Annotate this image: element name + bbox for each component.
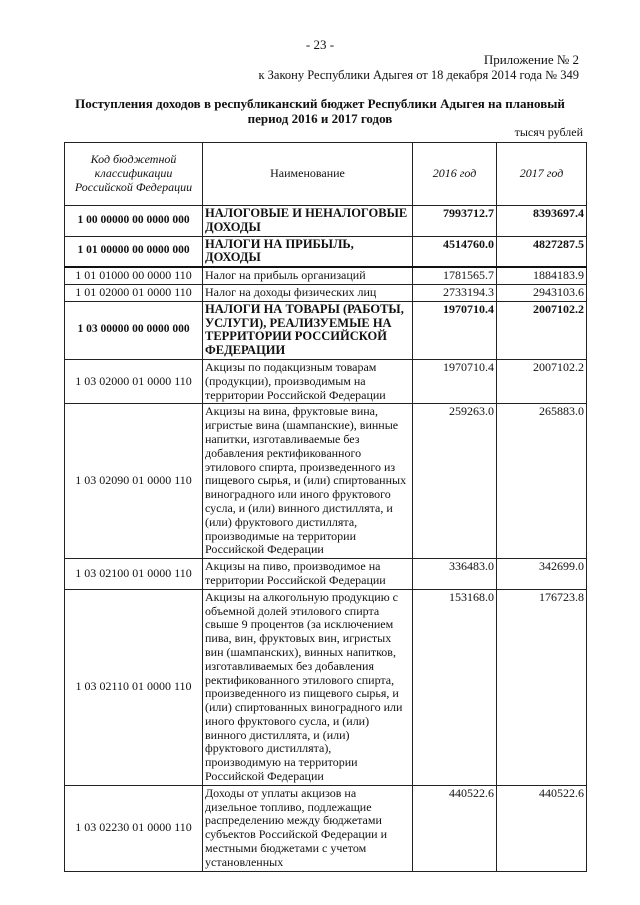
row-value-2016: 1970710.4 xyxy=(413,359,497,403)
row-value-2017: 4827287.5 xyxy=(497,236,587,267)
column-header-name: Наименование xyxy=(203,143,413,206)
row-code: 1 03 02000 01 0000 110 xyxy=(65,359,203,403)
row-value-2016: 2733194.3 xyxy=(413,284,497,301)
units-label: тысяч рублей xyxy=(514,125,583,139)
row-value-2017: 8393697.4 xyxy=(497,206,587,237)
row-value-2016: 1781565.7 xyxy=(413,267,497,284)
row-value-2017: 440522.6 xyxy=(497,785,587,871)
row-value-2016: 440522.6 xyxy=(413,785,497,871)
row-code: 1 03 02100 01 0000 110 xyxy=(65,559,203,590)
table-row xyxy=(65,404,587,559)
row-code: 1 01 02000 01 0000 110 xyxy=(65,284,203,301)
row-name: НАЛОГОВЫЕ И НЕНАЛОГОВЫЕ ДОХОДЫ xyxy=(203,206,413,237)
row-name: Акцизы на пиво, производимое на территории Российской Федерации xyxy=(203,559,413,590)
table-header-row xyxy=(65,143,587,206)
row-value-2016: 4514760.0 xyxy=(413,236,497,267)
row-code: 1 00 00000 00 0000 000 xyxy=(65,206,203,237)
column-header-code: Код бюджетной классификации Российской Федерации xyxy=(65,143,203,206)
row-name: НАЛОГИ НА ПРИБЫЛЬ, ДОХОДЫ xyxy=(203,236,413,267)
row-value-2017: 265883.0 xyxy=(497,404,587,559)
row-code: 1 03 00000 00 0000 000 xyxy=(65,301,203,359)
row-code: 1 01 01000 00 0000 110 xyxy=(65,267,203,284)
revenue-table xyxy=(64,142,587,872)
row-value-2016: 153168.0 xyxy=(413,589,497,785)
row-value-2017: 1884183.9 xyxy=(497,267,587,284)
row-code: 1 03 02230 01 0000 110 xyxy=(65,785,203,871)
row-value-2017: 2007102.2 xyxy=(497,359,587,403)
column-header-2017: 2017 год xyxy=(497,143,587,206)
table-row xyxy=(65,284,587,301)
row-value-2017: 342699.0 xyxy=(497,559,587,590)
row-name: Акцизы на алкогольную продукцию с объемной долей этилового спирта свыше 9 процентов (за исключением пива, вин, фруктовых вин, игристых вин (шампанских), винных напитков, изготавливаемых без добавления ректификованного этилового спирта, произведенного из пищевого сырья, и (или) спиртованных виноградного или иного фруктового сусла, и (или) винного дистиллята, и (или) фруктового дистиллята), производимую на территории Российской Федерации xyxy=(203,589,413,785)
row-name: Налог на прибыль организаций xyxy=(203,267,413,284)
table-row xyxy=(65,236,587,267)
table-row xyxy=(65,267,587,284)
row-name: Доходы от уплаты акцизов на дизельное топливо, подлежащие распределению между бюджетами субъектов Российской Федерации и местными бюджетами с учетом установленных xyxy=(203,785,413,871)
row-value-2017: 176723.8 xyxy=(497,589,587,785)
table-row xyxy=(65,589,587,785)
page-number: - 23 - xyxy=(305,37,335,52)
table-row xyxy=(65,359,587,403)
table-row xyxy=(65,206,587,237)
appendix-label: Приложение № 2 xyxy=(483,52,579,67)
row-name: НАЛОГИ НА ТОВАРЫ (РАБОТЫ, УСЛУГИ), РЕАЛИЗУЕМЫЕ НА ТЕРРИТОРИИ РОССИЙСКОЙ ФЕДЕРАЦИИ xyxy=(203,301,413,359)
row-value-2016: 7993712.7 xyxy=(413,206,497,237)
row-name: Налог на доходы физических лиц xyxy=(203,284,413,301)
table-row xyxy=(65,301,587,359)
row-value-2017: 2943103.6 xyxy=(497,284,587,301)
row-code: 1 03 02090 01 0000 110 xyxy=(65,404,203,559)
row-name: Акцизы на вина, фруктовые вина, игристые вина (шампанские), винные напитки, изготавливаемые без добавления ректификованного этилового спирта, произведенного из пищевого сырья, и (или) спиртованных виноградного или иного фруктового сусла, и (или) винного дистиллята, и (или) фруктового дистиллята, производимые на территории Российской Федерации xyxy=(203,404,413,559)
row-value-2016: 259263.0 xyxy=(413,404,497,559)
column-header-2016: 2016 год xyxy=(413,143,497,206)
row-value-2017: 2007102.2 xyxy=(497,301,587,359)
row-value-2016: 336483.0 xyxy=(413,559,497,590)
row-code: 1 01 00000 00 0000 000 xyxy=(65,236,203,267)
document-title: Поступления доходов в республиканский бюджет Республики Адыгея на плановый период 2016 и 2017 годов xyxy=(75,96,565,126)
row-code: 1 03 02110 01 0000 110 xyxy=(65,589,203,785)
row-value-2016: 1970710.4 xyxy=(413,301,497,359)
table-row xyxy=(65,559,587,590)
table-body xyxy=(65,206,587,872)
row-name: Акцизы по подакцизным товарам (продукции), производимым на территории Российской Федерации xyxy=(203,359,413,403)
law-reference: к Закону Республики Адыгея от 18 декабря 2014 года № 349 xyxy=(258,68,579,82)
table-row xyxy=(65,785,587,871)
